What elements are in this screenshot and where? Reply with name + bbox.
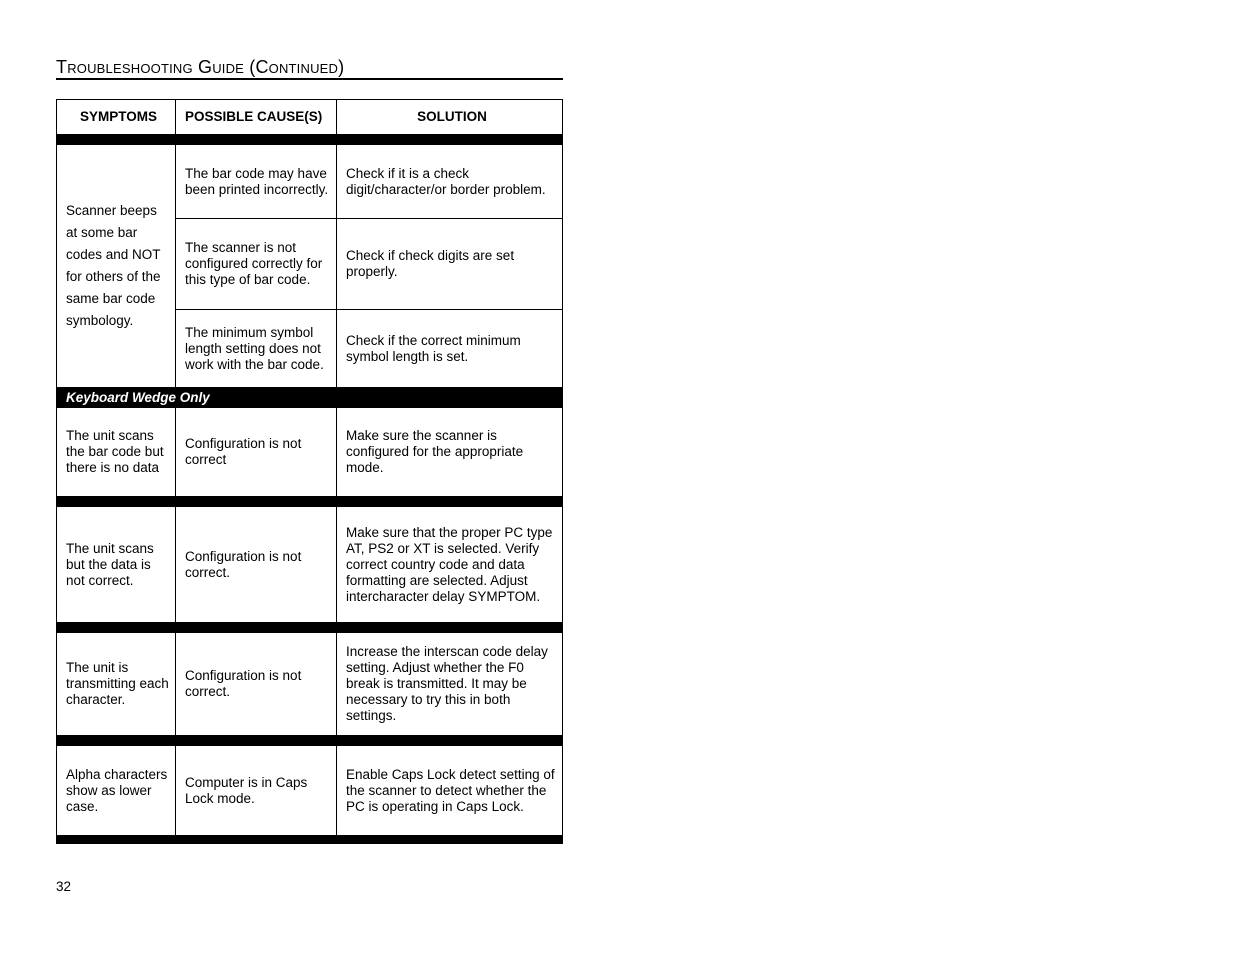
row-separator xyxy=(57,736,563,746)
cause-cell: Configuration is not correct. xyxy=(176,633,337,736)
solution-cell: Make sure that the proper PC type AT, PS2 or XT is selected. Verify correct country code and data formatting are selected. Adjust intercharacter delay SYMPTOM. xyxy=(337,507,563,623)
table-bottom-rule xyxy=(57,836,563,844)
cause-cell: The minimum symbol length setting does not work with the bar code. xyxy=(176,310,337,388)
symptom-cell: Scanner beeps at some bar codes and NOT for others of the same bar code symbology. xyxy=(57,145,176,388)
table-row xyxy=(57,746,563,836)
solution-cell: Increase the interscan code delay setting. Adjust whether the F0 break is transmitted. It may be necessary to try this in both settings. xyxy=(337,633,563,736)
symptom-cell: The unit scans but the data is not correct. xyxy=(57,507,176,623)
cause-cell: The scanner is not configured correctly for this type of bar code. xyxy=(176,219,337,310)
section-header-row xyxy=(57,388,563,408)
header-possible-causes: POSSIBLE CAUSE(S) xyxy=(176,100,337,135)
header-symptoms: SYMPTOMS xyxy=(57,100,176,135)
page-title: Troubleshooting Guide (Continued) xyxy=(56,56,563,80)
solution-cell: Check if the correct minimum symbol length is set. xyxy=(337,310,563,388)
solution-cell: Check if it is a check digit/character/or border problem. xyxy=(337,145,563,219)
symptom-cell: The unit scans the bar code but there is no data xyxy=(57,408,176,497)
cause-cell: The bar code may have been printed incorrectly. xyxy=(176,145,337,219)
table-row xyxy=(57,145,563,219)
symptom-cell: The unit is transmitting each character. xyxy=(57,633,176,736)
cause-cell: Configuration is not correct. xyxy=(176,507,337,623)
header-solution: SOLUTION xyxy=(337,100,563,135)
solution-cell: Check if check digits are set properly. xyxy=(337,219,563,310)
row-separator xyxy=(57,135,563,145)
cause-cell: Configuration is not correct xyxy=(176,408,337,497)
solution-cell: Enable Caps Lock detect setting of the scanner to detect whether the PC is operating in Caps Lock. xyxy=(337,746,563,836)
solution-cell: Make sure the scanner is configured for the appropriate mode. xyxy=(337,408,563,497)
section-label: Keyboard Wedge Only xyxy=(57,388,563,408)
table-header-row xyxy=(57,100,563,135)
symptom-cell: Alpha characters show as lower case. xyxy=(57,746,176,836)
row-separator xyxy=(57,497,563,507)
row-separator xyxy=(57,623,563,633)
page-number: 32 xyxy=(56,879,72,894)
table-row xyxy=(57,507,563,623)
table-row xyxy=(57,633,563,736)
troubleshooting-table xyxy=(56,99,563,844)
table-row xyxy=(57,408,563,497)
cause-cell: Computer is in Caps Lock mode. xyxy=(176,746,337,836)
